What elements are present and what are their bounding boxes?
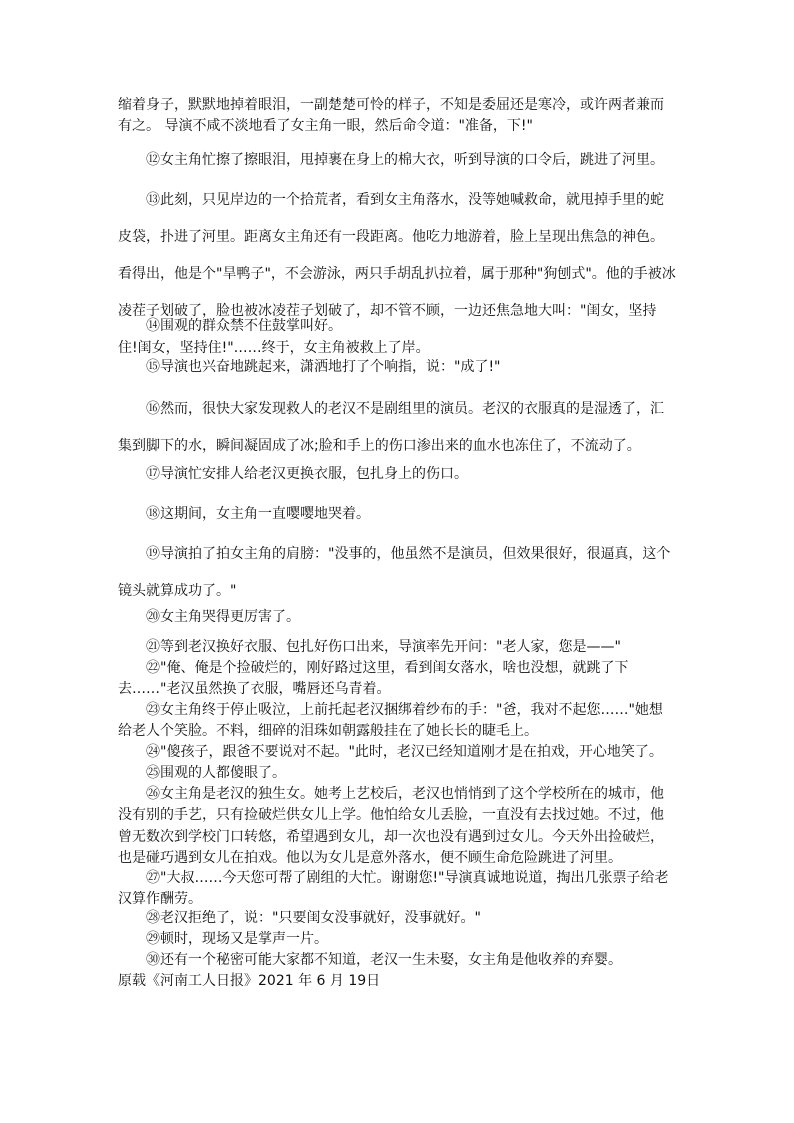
paragraph-13: ⑬此刻，只见岸边的一个拾荒者，看到女主角落水，没等她喊救命，就甩掉手里的蛇皮袋，扑进了河里。距离女主角还有一段距离。他吃力地游着，脸上呈现出焦急的神色。看得出，他是个"旱鸭子"，不会游泳，两只手胡乱扒拉着，属于那种"狗刨式"。他的手被冰凌茬子划破了，脸也被冰凌茬子划破了，却不管不顾，一边还焦急地大叫："闺女，坚持住!闺女，坚持住!"……终于，女主角被救上了岸。 bbox=[118, 192, 676, 356]
paragraph-15: ⑮导演也兴奋地跳起来，潇洒地打了个响指，说："成了!" bbox=[146, 359, 501, 375]
paragraph-21: ㉑等到老汉换好衣服、包扎好伤口出来，导演率先开问："老人家，您是——" bbox=[146, 639, 621, 655]
paragraph-26: ㉖女主角是老汉的独生女。她考上艺校后，老汉也悄悄到了这个学校所在的城市，他没有别的手艺，只有捡破烂供女儿上学。他怕给女儿丢脸，一直没有去找过她。不过，他曾无数次到学校门口转悠，希望遇到女儿，却一次也没有遇到过女儿。今天外出捡破烂，也是碰巧遇到女儿在拍戏。他以为女儿是意外落水，便不顾生命危险跳进了河里。 bbox=[118, 786, 664, 867]
paragraph-28: ㉘老汉拒绝了，说："只要闺女没事就好，没事就好。" bbox=[146, 910, 481, 926]
paragraph-23: ㉓女主角终于停止吸泣，上前托起老汉捆绑着纱布的手："爸，我对不起您……"她想给老人个笑脸。不料，细碎的泪珠如朝露般挂在了她长长的睫毛上。 bbox=[118, 702, 663, 740]
paragraph-22: ㉒"俺、俺是个捡破烂的，刚好路过这里，看到闺女落水，啥也没想，就跳了下去……"老汉虽然换了衣服，嘴唇还乌青着。 bbox=[118, 660, 629, 698]
paragraph-27: ㉗"大叔……今天您可帮了剧组的大忙。谢谢您!"导演真诚地说道，掏出几张票子给老汉算作酬劳。 bbox=[118, 870, 669, 908]
paragraph-17: ⑰导演忙安排人给老汉更换衣服，包扎身上的伤口。 bbox=[146, 466, 468, 482]
paragraph-11-cont: 缩着身子，默默地掉着眼泪，一副楚楚可怜的样子，不知是委屈还是寒冷，或许两者兼而有之。 导演不咸不淡地看了女主角一眼，然后命令道："准备，下!" bbox=[118, 97, 664, 135]
paragraph-16: ⑯然而，很快大家发现救人的老汉不是剧组里的演员。老汉的衣服真的是湿透了，汇集到脚下的水，瞬间凝固成了冰;脸和手上的伤口渗出来的血水也冻住了，不流动了。 bbox=[118, 401, 664, 454]
paragraph-25: ㉕围观的人都傻眼了。 bbox=[146, 765, 286, 781]
paragraph-29: ㉙顿时，现场又是掌声一片。 bbox=[146, 931, 328, 947]
paragraph-20: ⑳女主角哭得更厉害了。 bbox=[146, 609, 300, 625]
paragraph-18: ⑱这期间，女主角一直嘤嘤地哭着。 bbox=[146, 506, 370, 522]
paragraph-14: ⑭围观的群众禁不住鼓掌叫好。 bbox=[146, 318, 342, 334]
paragraph-24: ㉔"傻孩子，跟爸不要说对不起。"此时，老汉已经知道刚才是在拍戏，开心地笑了。 bbox=[146, 744, 663, 760]
paragraph-12: ⑫女主角忙擦了擦眼泪，甩掉裹在身上的棉大衣，听到导演的口令后，跳进了河里。 bbox=[146, 152, 664, 168]
source-credit: 原载《河南工人日报》2021 年 6 月 19日 bbox=[118, 973, 381, 989]
paragraph-30: ㉚还有一个秘密可能大家都不知道，老汉一生未娶，女主角是他收养的弃婴。 bbox=[146, 952, 622, 968]
paragraph-19: ⑲导演拍了拍女主角的肩膀："没事的，他虽然不是演员，但效果很好，很逼真，这个镜头就算成功了。" bbox=[118, 546, 671, 599]
